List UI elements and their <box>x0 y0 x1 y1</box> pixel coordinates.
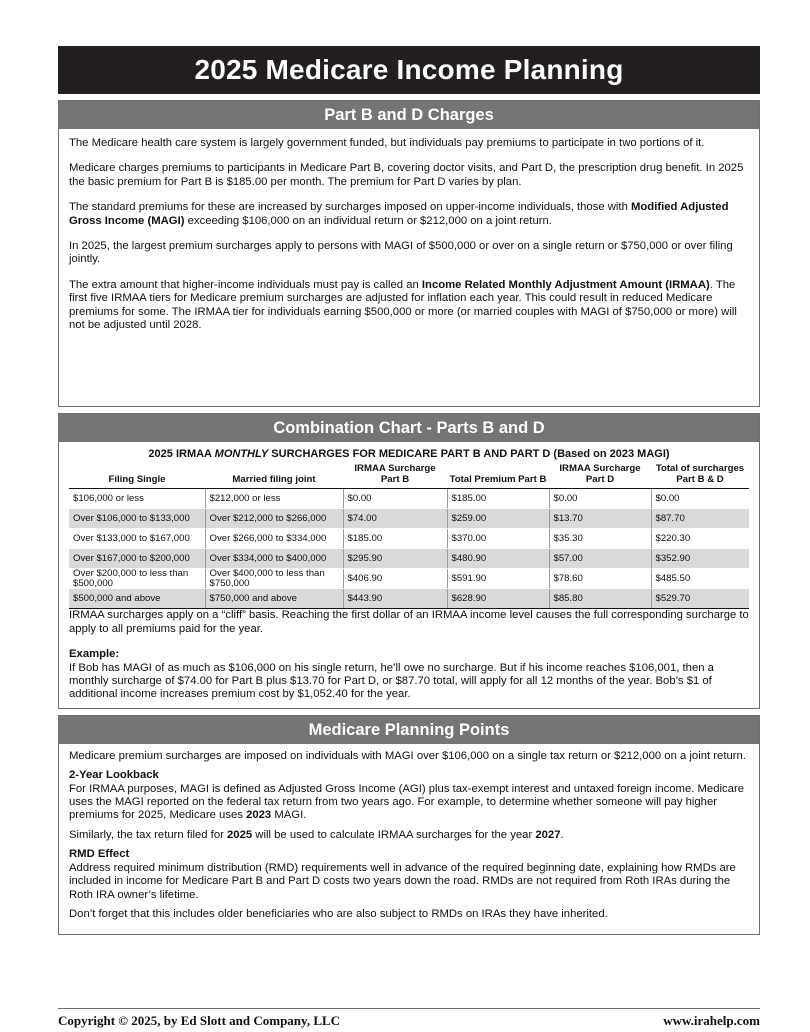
table-cell: Over $133,000 to $167,000 <box>69 529 205 549</box>
table-cell: $485.50 <box>651 569 749 589</box>
p5-text-a: The extra amount that higher-income individuals must pay is called an <box>69 278 422 291</box>
table-cell: $370.00 <box>447 529 549 549</box>
lookback-text-a: For IRMAA purposes, MAGI is defined as Adjusted Gross Income (AGI) plus tax-exempt interest and untaxed foreign income. Medicare uses the MAGI reported on the federal tax return from two years ago. For example, to determine whether someone will pay higher premiums for 2025, Medicare uses <box>69 782 744 822</box>
magi-term: Modified Adjusted Gross Income (MAGI) <box>69 201 729 227</box>
part-bd-p4: In 2025, the largest premium surcharges apply to persons with MAGI of $500,000 or over on a single return or $750,000 or over filing jointly. <box>69 240 733 266</box>
table-cell: $628.90 <box>447 589 549 609</box>
table-cell: $13.70 <box>549 509 651 529</box>
rmd-note: Don’t forget that this includes older beneficiaries who are also subject to RMDs on IRAs they have inherited. <box>69 907 608 920</box>
part-bd-p3 <box>69 201 749 228</box>
table-row <box>69 509 749 529</box>
table-cell: $87.70 <box>651 509 749 529</box>
document-page <box>58 46 760 935</box>
table-cell: Over $334,000 to $400,000 <box>205 549 343 569</box>
lookback-heading: 2-Year Lookback <box>69 769 159 782</box>
table-header-row <box>69 464 749 489</box>
table-cell: $443.90 <box>343 589 447 609</box>
combo-section <box>58 413 760 709</box>
lookback-text-b: MAGI. <box>271 809 307 822</box>
table-cell: $85.80 <box>549 589 651 609</box>
combo-heading: Combination Chart - Parts B and D <box>59 414 759 442</box>
table-title-a: 2025 IRMAA <box>148 448 215 460</box>
irmaa-term: Income Related Monthly Adjustment Amount (IRMAA) <box>421 278 710 291</box>
example-text: If Bob has MAGI of as much as $106,000 on his single return, he’ll owe no surcharge. But if his income reaches $106,001, then a monthly surcharge of $74.00 for Part B plus $13.70 for Part D, or $87.70 total, will apply for all 12 months of the year. Bob’s $1 of additional income increases premium cost by $1,052.40 for the year. <box>69 661 714 701</box>
col-header: Total of surcharges Part B & D <box>651 464 749 489</box>
table-cell: $259.00 <box>447 509 549 529</box>
table-title <box>69 448 749 461</box>
similar-text-a: Similarly, the tax return filed for <box>69 828 228 841</box>
similar-year-2: 2027 <box>535 828 561 841</box>
rmd-heading: RMD Effect <box>69 848 130 861</box>
col-header: IRMAA Surcharge Part D <box>549 464 651 489</box>
col-header: IRMAA Surcharge Part B <box>343 464 447 489</box>
planning-body <box>59 744 759 934</box>
similar-year-1: 2025 <box>227 828 253 841</box>
table-row <box>69 569 749 589</box>
table-cell: $529.70 <box>651 589 749 609</box>
table-cell: Over $200,000 to less than $500,000 <box>69 569 205 589</box>
col-header: Filing Single <box>69 464 205 489</box>
page-title: 2025 Medicare Income Planning <box>58 46 760 94</box>
copyright-text: Copyright © 2025, by Ed Slott and Company, LLC <box>58 1013 341 1028</box>
p5-text-b: . The first five IRMAA tiers for Medicare premium surcharges are adjusted for inflation each year. This could result in reduced Medicare premiums for some. The IRMAA tier for individuals earning $500,000 or more (or married couples with MAGI of $750,000 or more) will not be adjusted until 2028. <box>69 278 737 332</box>
col-header: Married filing joint <box>205 464 343 489</box>
combo-body <box>59 442 759 708</box>
table-cell: $0.00 <box>651 489 749 509</box>
table-cell: $106,000 or less <box>69 489 205 509</box>
table-title-em: MONTHLY <box>214 448 269 460</box>
table-cell: $480.90 <box>447 549 549 569</box>
part-bd-body <box>59 129 759 406</box>
footer-divider <box>58 1008 760 1009</box>
table-cell: $212,000 or less <box>205 489 343 509</box>
table-title-b: SURCHARGES FOR MEDICARE PART B AND PART D (Based on 2023 MAGI) <box>268 448 670 460</box>
table-cell: $74.00 <box>343 509 447 529</box>
table-cell: $78.60 <box>549 569 651 589</box>
part-bd-p1: The Medicare health care system is largely government funded, but individuals pay premiums to participate in two portions of it. <box>69 137 705 149</box>
table-cell: $406.90 <box>343 569 447 589</box>
planning-p1: Medicare premium surcharges are imposed on individuals with MAGI over $106,000 on a single tax return or $212,000 on a joint return. <box>69 749 746 762</box>
table-cell: $500,000 and above <box>69 589 205 609</box>
table-cell: $0.00 <box>343 489 447 509</box>
table-cell: $295.90 <box>343 549 447 569</box>
similarly-text <box>69 829 749 842</box>
table-cell: $220.30 <box>651 529 749 549</box>
table-cell: Over $106,000 to $133,000 <box>69 509 205 529</box>
irmaa-table <box>69 464 749 609</box>
rmd-text: Address required minimum distribution (RMD) requirements well in advance of the required beginning date, explaining how RMDs are included in income for Medicare Part B and Part D costs two years down the road. RMDs are not required from Roth IRAs during the Roth IRA owner’s lifetime. <box>69 861 736 901</box>
table-row <box>69 489 749 509</box>
part-bd-heading: Part B and D Charges <box>59 101 759 129</box>
p3-text-b: exceeding $106,000 on an individual return or $212,000 on a joint return. <box>184 214 552 227</box>
table-row <box>69 589 749 609</box>
part-bd-p5 <box>69 279 749 333</box>
table-cell: $35.30 <box>549 529 651 549</box>
part-bd-section <box>58 100 760 407</box>
table-cell: Over $212,000 to $266,000 <box>205 509 343 529</box>
table-cell: $591.90 <box>447 569 549 589</box>
lookback-text <box>69 783 749 823</box>
table-cell: $0.00 <box>549 489 651 509</box>
lookback-year: 2023 <box>246 809 272 822</box>
table-row <box>69 529 749 549</box>
cliff-note: IRMAA surcharges apply on a “cliff” basis. Reaching the first dollar of an IRMAA income level causes the full corresponding surcharge to apply to all premiums paid for the year. <box>69 609 749 635</box>
table-cell: Over $167,000 to $200,000 <box>69 549 205 569</box>
example-label: Example: <box>69 648 120 661</box>
table-cell: $750,000 and above <box>205 589 343 609</box>
table-cell: Over $400,000 to less than $750,000 <box>205 569 343 589</box>
table-cell: $352.90 <box>651 549 749 569</box>
similar-text-c: . <box>560 828 564 841</box>
website-link[interactable]: www.irahelp.com <box>663 1013 760 1028</box>
planning-section <box>58 715 760 935</box>
similar-text-b: will be used to calculate IRMAA surcharges for the year <box>252 828 536 841</box>
table-cell: $185.00 <box>447 489 549 509</box>
planning-heading: Medicare Planning Points <box>59 716 759 744</box>
table-row <box>69 549 749 569</box>
table-cell: $185.00 <box>343 529 447 549</box>
part-bd-p2: Medicare charges premiums to participants in Medicare Part B, covering doctor visits, and Part D, the prescription drug benefit. In 2025 the basic premium for Part B is $185.00 per month. The premium for Part D varies by plan. <box>69 162 744 188</box>
footer <box>58 1013 760 1031</box>
table-cell: $57.00 <box>549 549 651 569</box>
p3-text-a: The standard premiums for these are increased by surcharges imposed on upper-income individuals, those with <box>69 201 631 214</box>
table-cell: Over $266,000 to $334,000 <box>205 529 343 549</box>
col-header: Total Premium Part B <box>447 464 549 489</box>
